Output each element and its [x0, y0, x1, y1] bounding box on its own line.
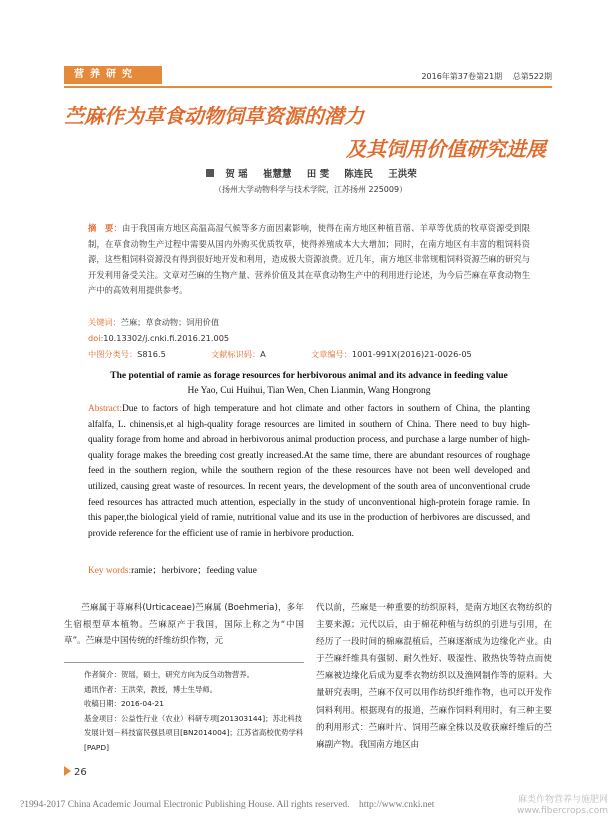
author: 陈连民	[344, 169, 373, 180]
header-rule	[64, 86, 552, 88]
section-tab: 营养研究	[64, 66, 162, 84]
article-no: 1001-991X(2016)21-0026-05	[351, 349, 472, 359]
doi-line	[88, 333, 229, 343]
page-number	[64, 766, 87, 778]
article-no-label: 文章编号：	[310, 349, 352, 359]
copyright-footer: ?1994-2017 China Academic Journal Electronic Publishing House. All rights reserved. http://www.cnki.net	[20, 800, 435, 810]
total-issue: 总第522期	[512, 72, 552, 81]
english-authors: He Yao, Cui Huihui, Tian Wen, Chen Lianmin, Wang Hongrong	[187, 386, 431, 396]
author: 崔慧慧	[262, 169, 292, 180]
doi: 10.13302/j.cnki.fi.2016.21.005	[103, 333, 230, 343]
english-keywords-label: Key words:	[88, 566, 132, 576]
english-abstract-text: Due to factors of high temperature and hot climate and other factors in southern of China, the planting alfalfa, L. chinensis,et al high-quality forage resources are limited in southern of China. There need to buy high-quality forage from home and abroad in herbivorous animal production process, and purchase a large number of high-quality forage makes the breeding cost greatly increased.At the same time, there are abundant resources of roughage feed in the southern region, while the southern region of the these resources have not been well developed and utilized, causing great waste of resources. In recent years, the development of the south area of unconventional crude feed resources has attracted much attention, especially in the study of unconventional high-protein forage ramie. In this paper,the biological yield of ramie, nutritional value and its use in the production of herbivores are discussed, and provide reference for the efficient use of ramie in herbivore production.	[88, 404, 530, 539]
english-keywords-line	[88, 562, 257, 576]
title-line-1: 苎麻作为草食动物饲草资源的潜力	[64, 104, 364, 128]
abstract-label: 摘 要：	[88, 223, 123, 233]
keywords-line	[88, 317, 219, 328]
author: 田 雯	[306, 169, 330, 180]
doc-code-label: 文献标识码：	[211, 349, 261, 359]
keywords-label: 关键词：	[88, 317, 121, 327]
watermark-line-2: www.fibercrops.com	[517, 806, 608, 816]
funding-note: 基金项目：公益性行业（农业）科研专项[201303144]；苏北科技发展计划－科技富民强县项目[BN2014004]；江苏省高校优势学科[PAPD]	[84, 713, 304, 752]
classification-line	[88, 349, 472, 360]
page-number-text: 26	[74, 767, 87, 778]
body-text-right	[316, 600, 552, 754]
abstract-text: 由于我国南方地区高温高湿气候等多方面因素影响，使得在南方地区种植苜蓿、羊草等优质的牧草资源受到限制，在草食动物生产过程中需要从国内外购买优质牧草，使得养殖成本大大增加；同时，在南方地区有丰富的粗饲料资源，这些粗饲料资源没有得到很好地开发和利用，造成极大资源浪费。近几年，南方地区非常规粗饲料资源苎麻的研究与开发利用备受关注。文章对苎麻的生物产量、营养价值及其在草食动物生产中的利用进行论述，为今后苎麻在草食动物生产中的高效利用提供参考。	[88, 223, 530, 295]
affiliation: （扬州大学动物科学与技术学院，江苏扬州 225009）	[214, 185, 408, 194]
clc-label: 中图分类号：	[88, 349, 138, 359]
corresponding-author-note: 通讯作者：王洪荣，教授，博士生导师。	[84, 684, 218, 694]
keywords: 苎麻；草食动物；饲用价值	[120, 317, 220, 327]
clc: S816.5	[137, 349, 166, 359]
title-line-2: 及其饲用价值研究进展	[346, 137, 546, 161]
body-text-left: 苎麻属于荨麻科(Urticaceae)苎麻属 (Boehmeria)，多年生宿根型草本植物。苎麻原产于我国，国际上称之为“中国草”。苎麻是中国传统的纤维纺织作物，元	[64, 603, 304, 646]
doi-label: doi:	[88, 333, 104, 343]
watermark-line-1: 麻类作物营养与施肥网	[517, 795, 608, 805]
english-abstract-label: Abstract:	[88, 404, 123, 414]
author: 贺 瑶	[225, 169, 248, 180]
footnote-rule	[64, 662, 304, 663]
author-intro-note: 作者简介：贺瑶，硕士，研究方向为反刍动物营养。	[84, 670, 254, 679]
english-title: The potential of ramie as forage resources for herbivorous animal and its advance in feeding value	[110, 371, 508, 381]
author-list	[206, 166, 429, 180]
chinese-abstract	[88, 221, 530, 299]
page-marker-icon	[64, 766, 71, 776]
watermark	[517, 795, 608, 817]
author: 王洪荣	[388, 169, 417, 180]
footnotes	[84, 668, 306, 756]
author-marker-icon	[206, 169, 214, 177]
received-date-note: 收稿日期：2016-04-21	[84, 699, 164, 709]
doc-code: A	[260, 349, 266, 359]
english-keywords: ramie；herbivore；feeding value	[131, 566, 257, 576]
english-abstract	[88, 402, 530, 542]
issue-info	[413, 71, 552, 82]
body-paragraph: 代以前，苎麻是一种重要的纺织原料，是南方地区衣物纺织的主要来源；元代以后，由于棉花种植与纺织的引进与引用，在经历了一段时间的棉麻混植后，苎麻逐渐成为边缘化产业。由于苎麻纤维具有强韧、耐久性好、吸湿性、散热快等特点而使苎麻被边缘化后成为夏季衣物纺织以及渔网制作等的原料。大量研究表明，苎麻不仅可以用作纺织纤维作物，也可以开发作饲料利用。根据现有的报道，苎麻作饲料利用时，有三种主要的利用形式：苎麻叶片、饲用苎麻全株以及收获麻纤维后的苎麻副产物。我国南方地区由	[316, 603, 552, 750]
issue-number: 2016年第37卷第21期	[421, 72, 503, 81]
